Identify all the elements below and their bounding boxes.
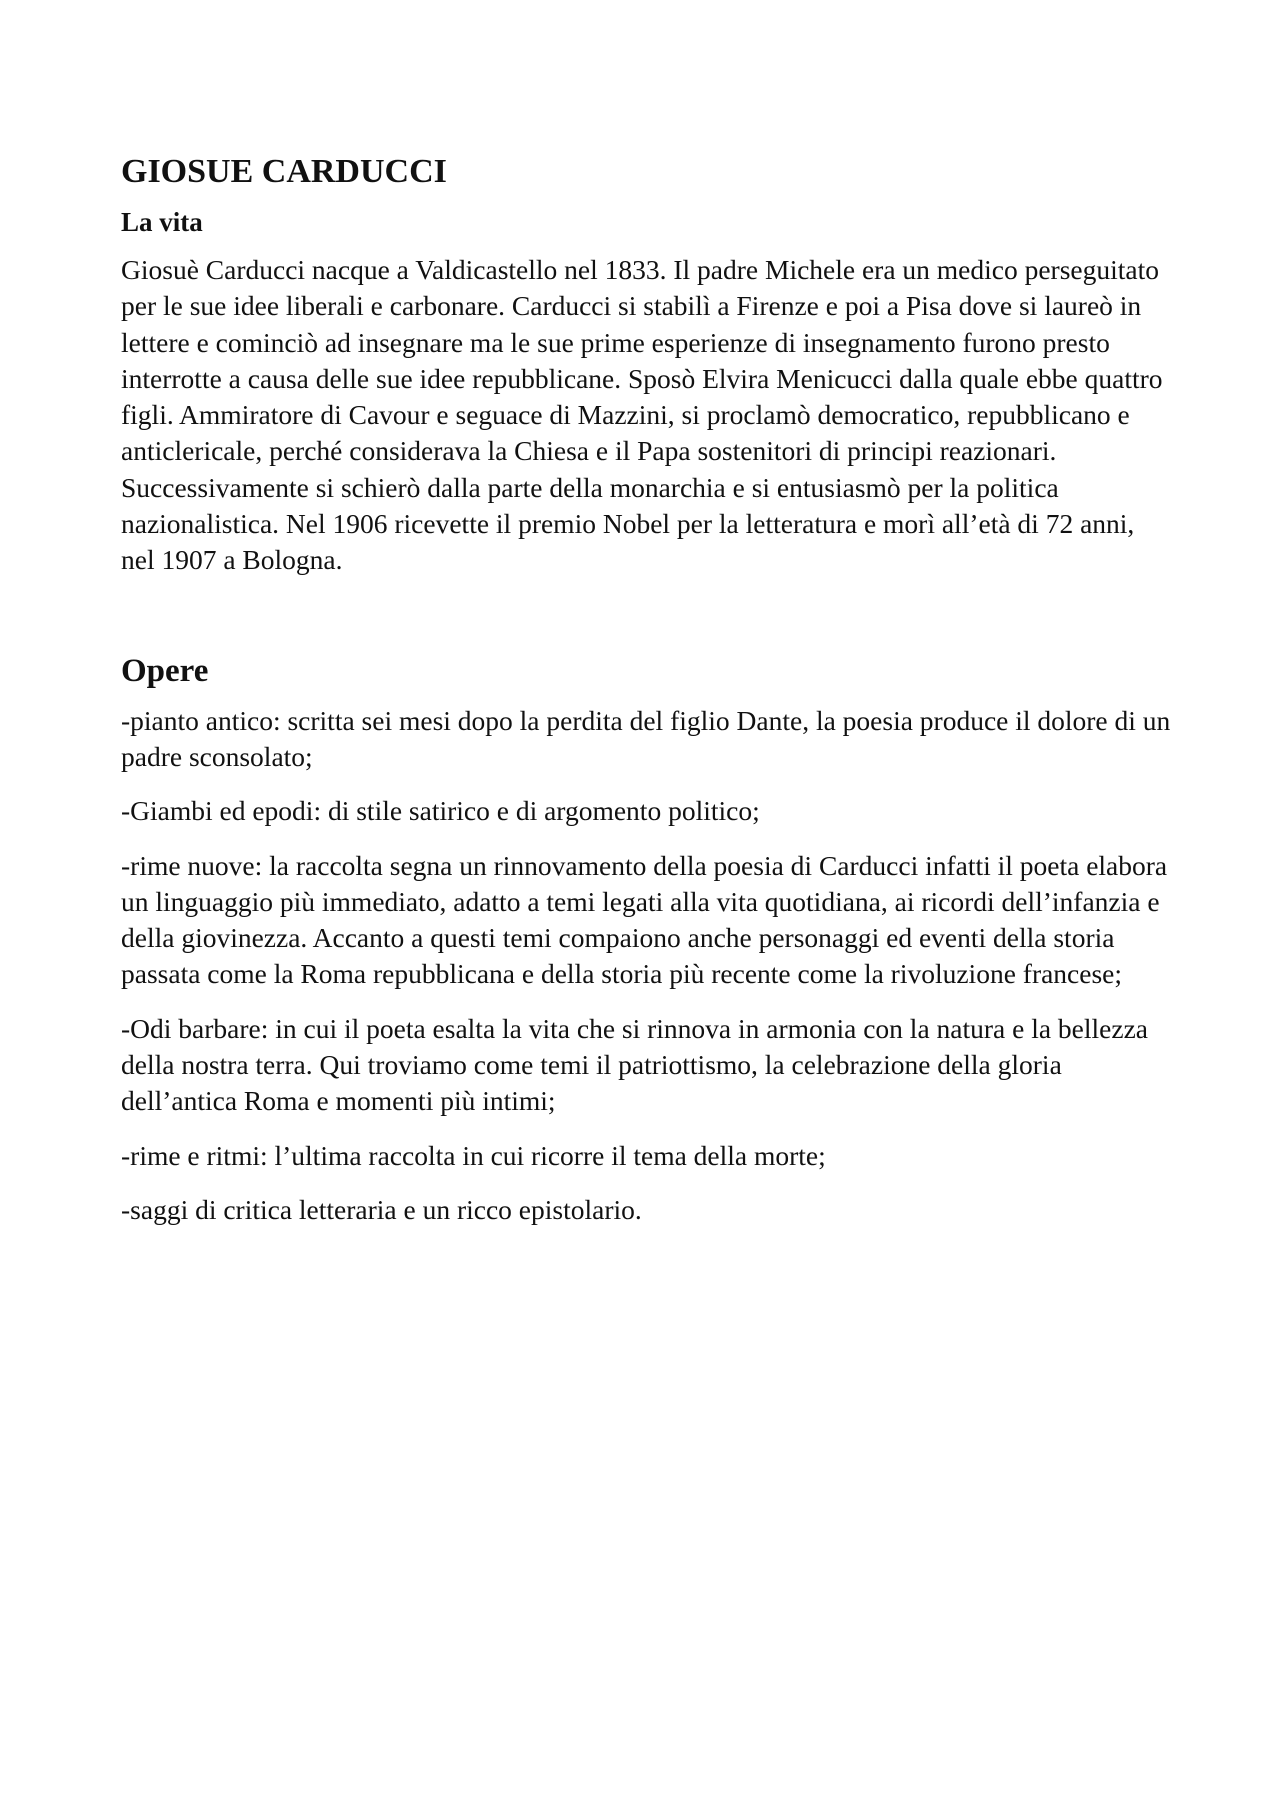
opere-item-odi-barbare: -Odi barbare: in cui il poeta esalta la vita che si rinnova in armonia con la natura e la bellezza della nostra terra. Qui troviamo come temi il patriottismo, la celebrazione della gloria dell’antica Roma e momenti più intimi; <box>121 1012 1148 1117</box>
opere-item-saggi: -saggi di critica letteraria e un ricco epistolario. <box>121 1193 642 1225</box>
opere-section <box>121 649 1171 1229</box>
opere-item-rime-e-ritmi: -rime e ritmi: l’ultima raccolta in cui ricorre il tema della morte; <box>121 1139 826 1171</box>
opere-item-rime-nuove: -rime nuove: la raccolta segna un rinnovamento della poesia di Carducci infatti il poeta elabora un linguaggio più immediato, adatto a temi legati alla vita quotidiana, ai ricordi dell’infanzia e della giovinezza. Accanto a questi temi compaiono anche personaggi ed eventi della storia passata come la Roma repubblicana e della storia più recente come la rivoluzione francese; <box>121 849 1168 990</box>
vita-heading: La vita <box>121 207 203 237</box>
document-body <box>121 150 1171 1246</box>
opere-heading: Opere <box>121 652 209 689</box>
vita-section <box>121 204 1171 579</box>
opere-item-pianto-antico: -pianto antico: scritta sei mesi dopo la perdita del figlio Dante, la poesia produce il dolore di un padre sconsolato; <box>121 704 1171 772</box>
opere-item-giambi-ed-epodi: -Giambi ed epodi: di stile satirico e di argomento politico; <box>121 795 760 827</box>
document-title: GIOSUE CARDUCCI <box>121 153 447 190</box>
opere-list <box>121 703 1171 1229</box>
vita-paragraph: Giosuè Carducci nacque a Valdicastello nel 1833. Il padre Michele era un medico perseguitato per le sue idee liberali e carbonare. Carducci si stabilì a Firenze e poi a Pisa dove si laureò in lettere e cominciò ad insegnare ma le sue prime esperienze di insegnamento furono presto interrotte a causa delle sue idee repubblicane. Sposò Elvira Menicucci dalla quale ebbe quattro figli. Ammiratore di Cavour e seguace di Mazzini, si proclamò democratico, repubblicano e anticlericale, perché considerava la Chiesa e il Papa sostenitori di principi reazionari. Successivamente si schierò dalla parte della monarchia e si entusiasmò per la politica nazionalistica. Nel 1906 ricevette il premio Nobel per la letteratura e morì all’età di 72 anni, nel 1907 a Bologna. <box>121 254 1163 576</box>
